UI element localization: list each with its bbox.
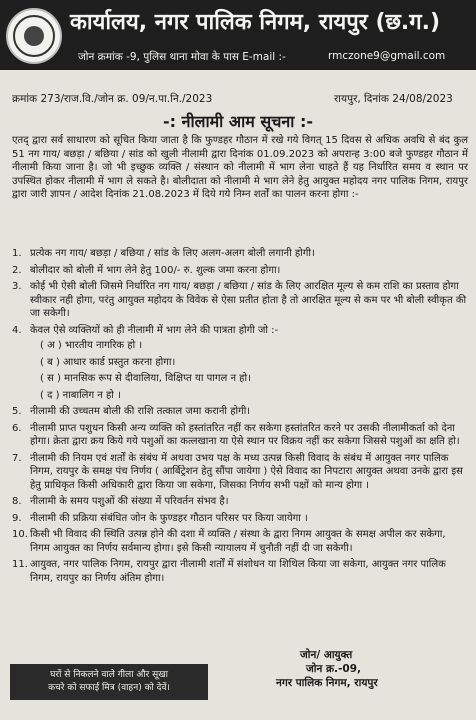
office-title: कार्यालय, नगर पालिक निगम, रायपुर (छ.ग.): [70, 10, 441, 35]
term-number: 3.: [12, 281, 22, 292]
term-text: प्रत्येक नग गाय/ बछड़ा / बछिया / सांड के लिए अलग-अलग बोली लगानी होगी।: [30, 248, 315, 259]
eligibility-item: ( स ) मानसिक रूप से दीवालिया, विक्षिप्त या पागल न हो।: [40, 373, 251, 384]
term-number: 11.: [12, 559, 28, 570]
cleanliness-banner: [10, 664, 208, 700]
eligibility-item: ( ब ) आधार कार्ड प्रस्तुत करना होगा।: [40, 356, 176, 368]
notice-intro: एतद् द्वारा सर्व साधारण को सूचित किया जाता है कि फुण्डहर गौठान में रखे गये विगत् 15 दिवस से अधिक अवधि से बंद कुल 51 नग गाय/ बछड़ा / बछिया / सांड को खुली नीलामी द्वारा दिनांक 01.09.2023 को अपरान्ह 3:00 बजे फुण्डहर गौठान में नीलामी किया जाना है। जो भी इच्छुक व्यक्ति / संस्थान को नीलामी में भाग लेना चाहते हैं यह निर्धारित समय व स्थान पर उपस्थित होकर नीलामी में भाग ले सकते है। बोलीदाता को नीलामी मे भाग लेने हेतु आयुक्त महोदय नगर पालिक निगम, रायपुर द्वारा जारी ज्ञापन / आदेश दिनांक 21.08.2023 में दिये गये निम्न शर्तों का पालन करना होगा :-: [12, 135, 468, 200]
term-number: 6.: [12, 422, 22, 434]
term-number: 2.: [12, 264, 22, 276]
signatory-zone: जोन क्र.-09,: [306, 663, 362, 675]
signatory-office: नगर पालिक निगम, रायपुर: [276, 677, 378, 689]
term-text: आयुक्त, नगर पालिक निगम, रायपुर द्वारा नीलामी शर्तों में संशोधन या शिथिल किया जा सकेगा, आयुक्त नगर पालिक निगम, रायपुर का निर्णय अंतिम होगा।: [30, 559, 446, 584]
banner-line: घरों से निकलने वाले गीला और सूखा: [50, 670, 168, 680]
term-item: [12, 452, 468, 493]
term-text: नीलामी की प्रक्रिया संबंधित जोन के फुण्डहर गौठान परिसर पर किया जायेगा ।: [30, 512, 308, 524]
banner-line: कचरे को सफाई मित्र (वाहन) को देवें।: [48, 683, 170, 693]
term-text: कोई भी ऐसी बोली जिसमे निर्धारित नग गाय/ बछड़ा / बछिया / सांड के लिए आरक्षित मूल्य से कम राशि का प्रस्ताव होगा स्वीकार नही होगा, परंतु आयुक्त महोदय के विवेक से ऐसा प्रतीत होता है तो आरक्षित मूल्य से कम पर भी बोली स्वीकृत की जा सकेगी।: [30, 281, 467, 319]
terms-list: [12, 247, 468, 588]
term-item: [12, 528, 468, 555]
term-text: बोलीदार को बोली में भाग लेने हेतु 100/- रु. शुल्क जमा करना होगा।: [30, 264, 281, 276]
municipal-seal-icon: [6, 8, 62, 64]
term-number: 7.: [12, 452, 22, 464]
office-address: जोन क्रमांक -9, पुलिस थाना मोवा के पास E-mail :-: [78, 51, 286, 63]
term-number: 9.: [12, 512, 22, 524]
term-number: 8.: [12, 496, 22, 507]
eligibility-list: [40, 339, 468, 402]
term-item: [12, 280, 468, 321]
seal-core: [24, 26, 44, 46]
term-item: [12, 422, 468, 449]
term-item: [12, 324, 468, 403]
term-item: [12, 264, 468, 278]
term-item: [12, 558, 468, 585]
reference-number: क्रमांक 273/राज.वि./जोन क्र. 09/न.पा.नि./2023: [12, 93, 213, 105]
term-number: 10.: [12, 529, 28, 540]
term-text: किसी भी विवाद की स्थिति उत्पन्न होने की दशा में व्यक्ति / संस्था के द्वारा निगम आयुक्त के समक्ष अपील कर सकेगा, निगम आयुक्त का निर्णय सर्वमान्य होगा। इसे किसी न्यायालय में चुनौती नहीं दी जा सकेगी।: [30, 529, 446, 554]
term-number: 1.: [12, 248, 22, 259]
term-text: नीलामी के समय पशुओं की संख्या में परिवर्तन संभव है।: [30, 496, 229, 507]
office-email: rmczone9@gmail.com: [328, 50, 446, 62]
notice-title: -: नीलामी आम सूचना :-: [162, 112, 313, 131]
term-number: 4.: [12, 324, 22, 336]
term-text: केवल ऐसे व्यक्तियों को ही नीलामी में भाग लेने की पात्रता होगी जो :-: [30, 324, 279, 336]
term-text: नीलामी प्राप्त पशुधन किसी अन्य व्यक्ति को हस्तांतरित नहीं कर सकेगा हस्तांतरित करने पर उसकी नीलामीकर्ता को देना होगा। क्रेता द्वारा क्रय किये गये पशुओं का कत्लखाना या ऐसे स्थान पर विक्रय नहीं कर सकेगा जिससे पशुओं का क्षति हो।: [30, 422, 460, 447]
eligibility-item: ( द ) नाबालिग न हो ।: [40, 389, 121, 401]
letterhead: [0, 0, 476, 70]
term-item: [12, 512, 468, 526]
term-item: [12, 495, 468, 509]
eligibility-item: ( अ ) भारतीय नागरिक हो ।: [40, 340, 143, 351]
signatory-designation: जोन/ आयुक्त: [300, 649, 353, 661]
term-text: नीलामी की नियम एवं शर्तों के संबंध में अथवा उभय पक्ष के मध्य उत्पन्न किसी विवाद के संबंध में आयुक्त नगर पालिक निगम, रायपुर के समक्ष पंच निर्णय ( आर्बिट्रेशन हेतु सौंपा जायेगा ) ऐसे विवाद का निपटारा आयुक्त अथवा उनके द्वारा इस हेतु प्राधिकृत किसी अधिकारी द्वारा किया जा सकेगा, जिसका निर्णय सभी पक्षों को मान्य होगा ।: [30, 452, 463, 491]
term-text: नीलामी की उच्चतम बोली की राशि तत्काल जमा करानी होगी।: [30, 406, 251, 417]
signature-block: [276, 648, 466, 690]
term-item: [12, 405, 468, 419]
term-number: 5.: [12, 406, 22, 417]
term-item: [12, 247, 468, 261]
reference-date: रायपुर, दिनांक 24/08/2023: [334, 93, 453, 105]
